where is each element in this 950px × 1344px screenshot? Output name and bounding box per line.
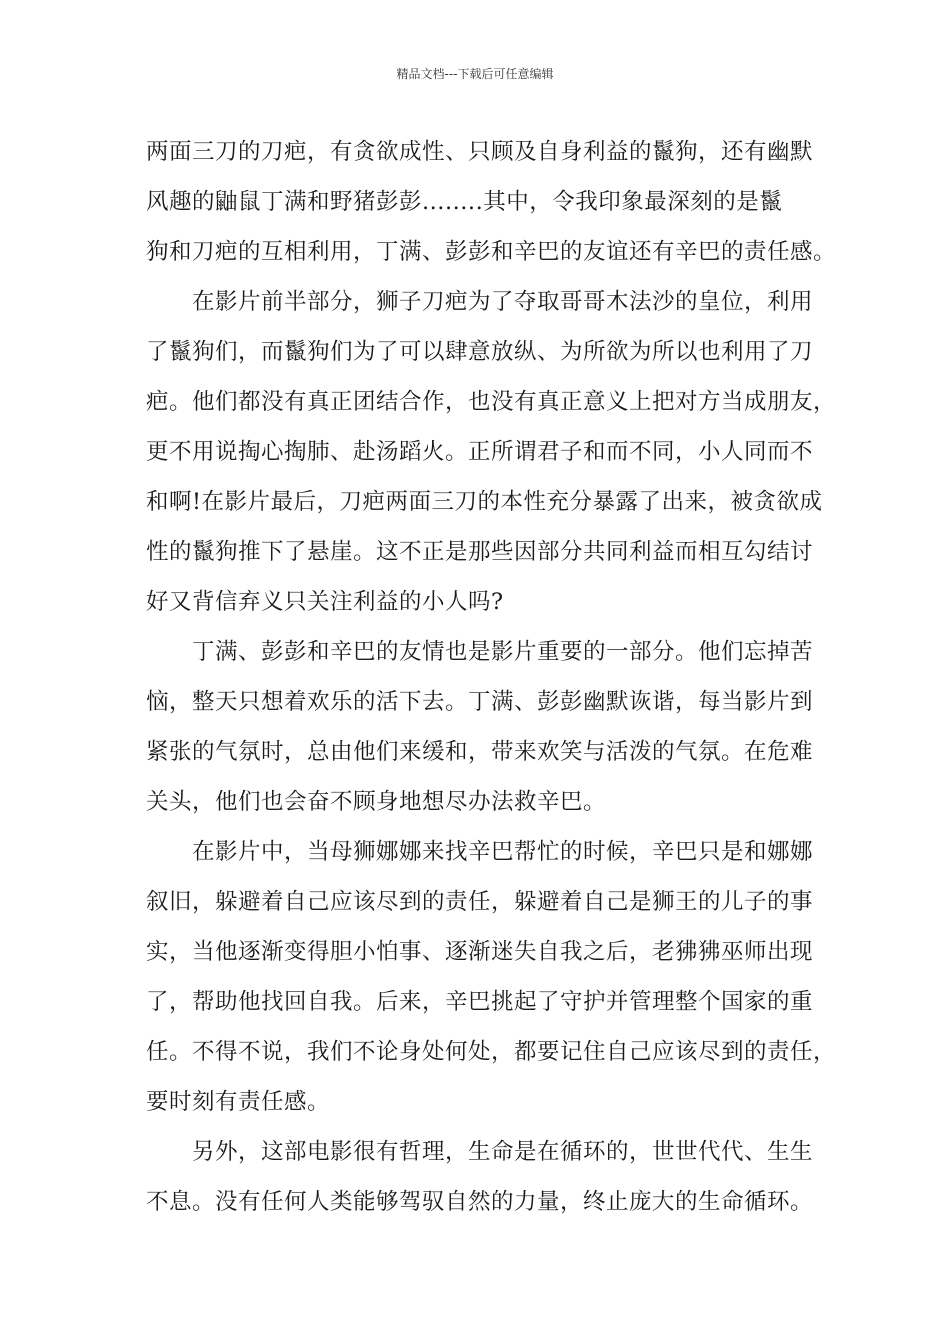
text-line: 紧张的气氛时，总由他们来缓和，带来欢笑与活泼的气氛。在危难 [146, 739, 814, 765]
text-line: 更不用说掏心掏肺、赴汤蹈火。正所谓君子和而不同，小人同而不 [146, 439, 814, 465]
text-line: 狗和刀疤的互相利用，丁满、彭彭和辛巴的友谊还有辛巴的责任感。 [146, 239, 837, 265]
text-line: 性的鬣狗推下了悬崖。这不正是那些因部分共同利益而相互勾结讨 [146, 539, 814, 565]
text-line: 要时刻有责任感。 [146, 1089, 331, 1115]
text-line: 疤。他们都没有真正团结合作，也没有真正意义上把对方当成朋友， [146, 389, 837, 415]
text-line: 风趣的鼬鼠丁满和野猪彭彭........其中，令我印象最深刻的是鬣 [146, 189, 783, 215]
text-line: 恼，整天只想着欢乐的活下去。丁满、彭彭幽默诙谐，每当影片到 [146, 689, 814, 715]
document-body [146, 127, 837, 1227]
text-line: 在影片中，当母狮娜娜来找辛巴帮忙的时候，辛巴只是和娜娜 [146, 839, 814, 865]
text-line: 另外，这部电影很有哲理，生命是在循环的，世世代代、生生 [146, 1139, 814, 1165]
text-line: 不息。没有任何人类能够驾驭自然的力量，终止庞大的生命循环。 [146, 1189, 814, 1215]
text-line: 任。不得不说，我们不论身处何处，都要记住自己应该尽到的责任， [146, 1039, 837, 1065]
page-header: 精品文档---下载后可任意编辑 [396, 67, 554, 81]
text-line: 了，帮助他找回自我。后来，辛巴挑起了守护并管理整个国家的重 [146, 989, 814, 1015]
text-line: 叙旧，躲避着自己应该尽到的责任，躲避着自己是狮王的儿子的事 [146, 889, 814, 915]
text-line: 了鬣狗们，而鬣狗们为了可以肆意放纵、为所欲为所以也利用了刀 [146, 339, 814, 365]
text-line: 丁满、彭彭和辛巴的友情也是影片重要的一部分。他们忘掉苦 [146, 639, 814, 665]
text-line: 两面三刀的刀疤，有贪欲成性、只顾及自身利益的鬣狗，还有幽默 [146, 139, 814, 165]
text-line: 好又背信弃义只关注利益的小人吗? [146, 589, 504, 615]
text-line: 实，当他逐渐变得胆小怕事、逐渐迷失自我之后，老狒狒巫师出现 [146, 939, 814, 965]
text-line: 和啊!在影片最后，刀疤两面三刀的本性充分暴露了出来，被贪欲成 [146, 489, 823, 515]
text-line: 关头，他们也会奋不顾身地想尽办法救辛巴。 [146, 789, 607, 815]
text-line: 在影片前半部分，狮子刀疤为了夺取哥哥木法沙的皇位，利用 [146, 289, 814, 315]
